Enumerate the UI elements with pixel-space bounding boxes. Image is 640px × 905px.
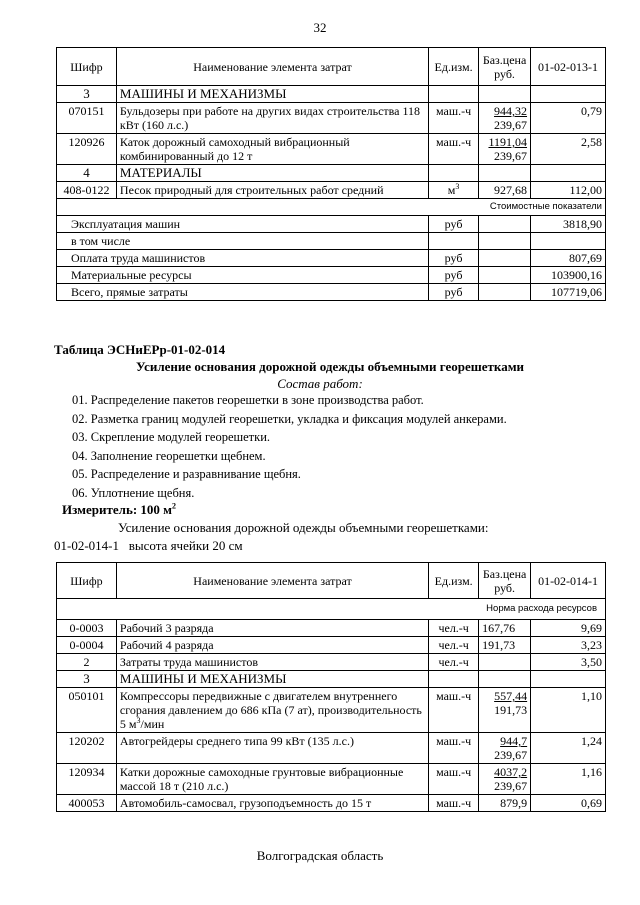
col-name: Наименование элемента затрат bbox=[116, 563, 428, 599]
page-footer: Волгоградская область bbox=[256, 848, 384, 863]
summary-row: Эксплуатация машин руб 3818,90 bbox=[57, 216, 606, 233]
col-code: Шифр bbox=[57, 48, 117, 86]
col-norm: 01-02-013-1 bbox=[531, 48, 606, 86]
list-item: 01. Распределение пакетов георешетки в зоне производства работ. bbox=[72, 393, 424, 407]
table-header bbox=[57, 563, 606, 599]
table-row: 070151 Бульдозеры при работе на других видах строительства 118 кВт (160 л.с.) маш.-ч 944,32 239,67 0,79 bbox=[57, 103, 606, 134]
code-line: 01-02-014-1 высота ячейки 20 см bbox=[54, 538, 243, 553]
list-item: 04. Заполнение георешетки щебнем. bbox=[72, 448, 266, 463]
subtitle: Усиление основания дорожной одежды объемными георешетками: bbox=[118, 520, 489, 535]
col-price: Баз.цена руб. bbox=[479, 563, 531, 599]
meter: Измеритель: 100 $м^2$ bbox=[62, 501, 177, 517]
col-norm: 01-02-014-1 bbox=[531, 563, 606, 599]
resource-table-1 bbox=[56, 47, 606, 301]
list-item: 06. Уплотнение щебня. bbox=[72, 485, 195, 500]
section-row: 3 МАШИНЫ И МЕХАНИЗМЫ bbox=[57, 671, 606, 688]
summary-row: Материальные ресурсы руб 103900,16 bbox=[57, 267, 606, 284]
summary-row: Всего, прямые затраты руб 107719,06 bbox=[57, 284, 606, 301]
table-row: 120934 Катки дорожные самоходные грунтовые вибрационные массой 18 т (210 л.с.) маш.-ч 4037,2 239,67 1,16 bbox=[57, 764, 606, 795]
summary-row: Оплата труда машинистов руб 807,69 bbox=[57, 250, 606, 267]
table-row: 0-0004 Рабочий 4 разряда чел.-ч 191,73 3,23 bbox=[57, 637, 606, 654]
col-code: Шифр bbox=[57, 563, 117, 599]
table-row: 120202 Автогрейдеры среднего типа 99 кВт (135 л.с.) маш.-ч 944,7 239,67 1,24 bbox=[57, 733, 606, 764]
summary-row: в том числе bbox=[57, 233, 606, 250]
list-item: 02. Разметка границ модулей георешетки, укладка и фиксация модулей анкерами. bbox=[72, 411, 507, 426]
col-unit: Ед.изм. bbox=[429, 563, 479, 599]
table-row: 408-0122 Песок природный для строительных работ средний $м^3$ 927,68 112,00 bbox=[57, 182, 606, 199]
list-item: 03. Скрепление модулей георешетки. bbox=[72, 430, 271, 444]
norm-label-row: Норма расхода ресурсов bbox=[57, 599, 606, 620]
col-price: Баз.цена руб. bbox=[479, 48, 531, 86]
works-title: Состав работ: bbox=[277, 376, 363, 391]
col-unit: Ед.изм. bbox=[429, 48, 479, 86]
table-row: 2 Затраты труда машинистов чел.-ч 3,50 bbox=[57, 654, 606, 671]
section-title: Усиление основания дорожной одежды объемными георешетками bbox=[135, 359, 525, 374]
table-title: Таблица ЭСНиЕРр-01-02-014 bbox=[54, 342, 226, 357]
table-header bbox=[57, 48, 606, 86]
list-item: 05. Распределение и разравнивание щебня. bbox=[72, 467, 301, 481]
resource-table-2 bbox=[56, 562, 606, 812]
section-row: 4 МАТЕРИАЛЫ bbox=[57, 165, 606, 182]
works-list bbox=[72, 391, 507, 502]
page-number: 32 bbox=[313, 20, 327, 35]
cost-label-row: Стоимостные показатели bbox=[57, 199, 606, 216]
table-row: 050101 Компрессоры передвижные с двигателем внутреннего сгорания давлением до 686 кПа (7 ат), производительность 5 $м^3$/мин маш.-ч 557,44 191,73 1,10 bbox=[57, 688, 606, 733]
col-name: Наименование элемента затрат bbox=[116, 48, 428, 86]
table-row: 0-0003 Рабочий 3 разряда чел.-ч 167,76 9,69 bbox=[57, 620, 606, 637]
table-row: 400053 Автомобиль-самосвал, грузоподъемность до 15 т маш.-ч 879,9 0,69 bbox=[57, 795, 606, 812]
table-row: 120926 Каток дорожный самоходный вибрационный комбинированный до 12 т маш.-ч 1191,04 239,67 2,58 bbox=[57, 134, 606, 165]
section-row: 3 МАШИНЫ И МЕХАНИЗМЫ bbox=[57, 86, 606, 103]
